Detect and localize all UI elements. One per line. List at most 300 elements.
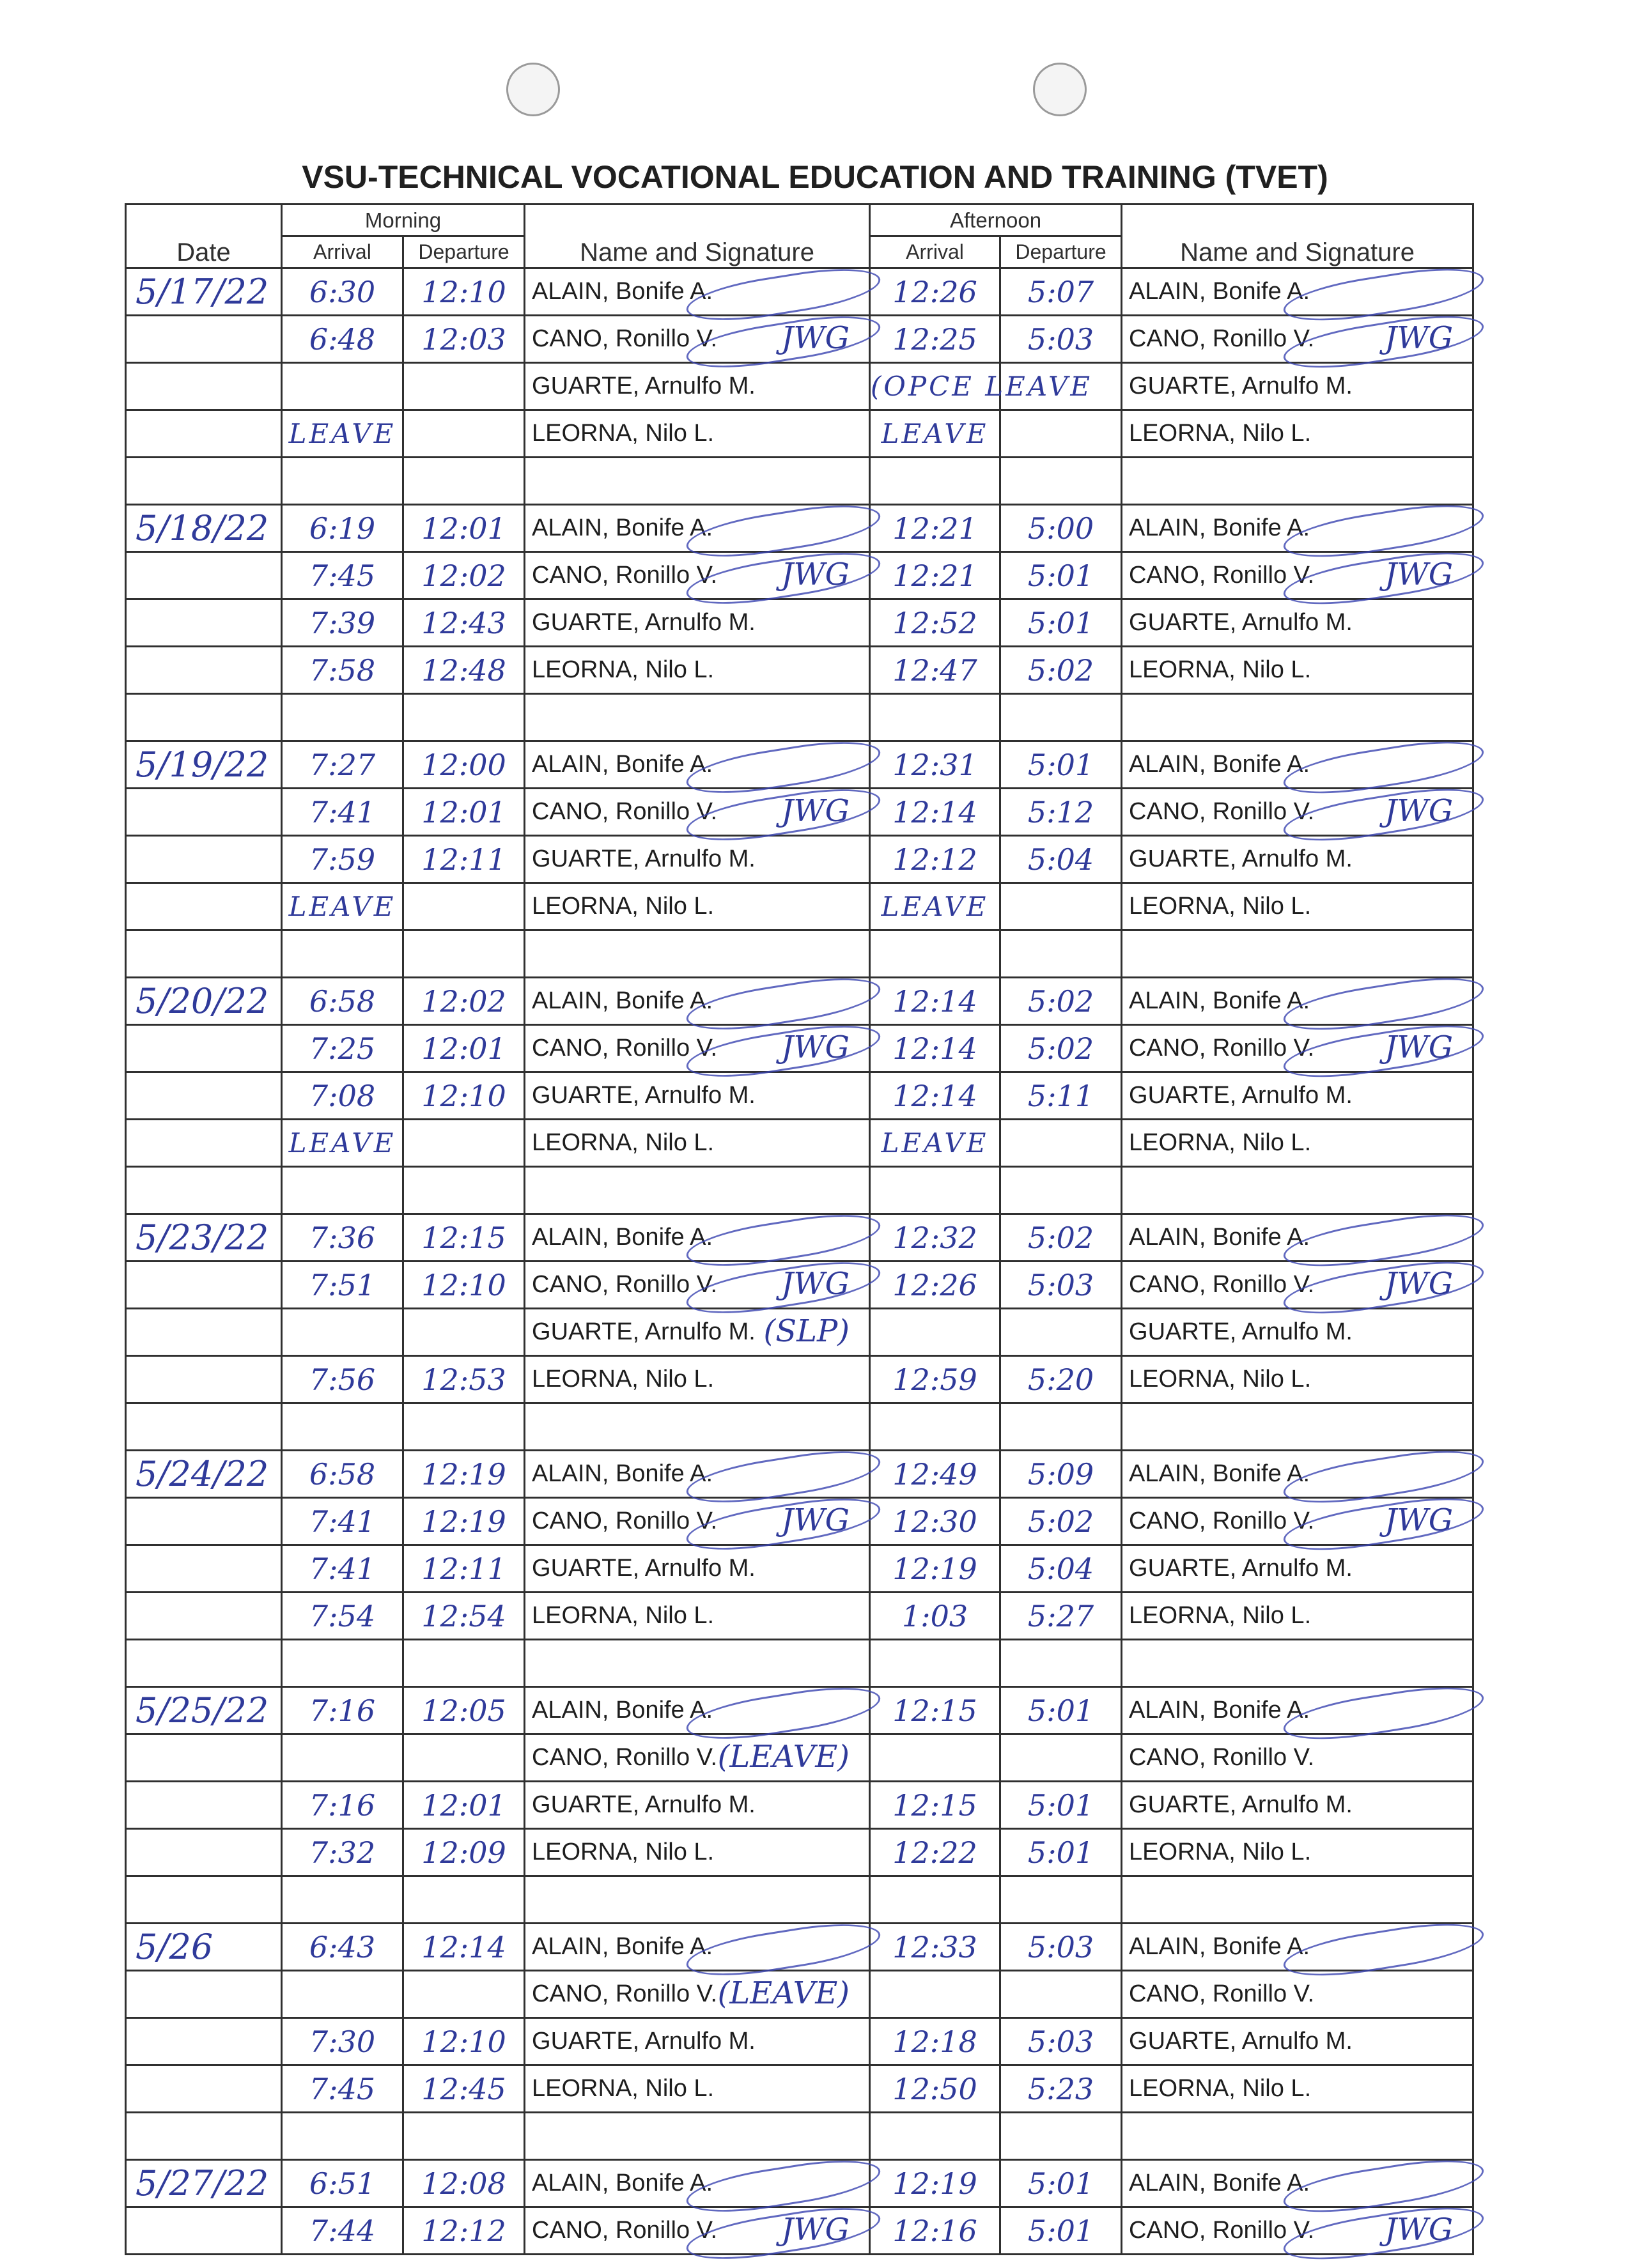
name-text: GUARTE, Arnulfo M. <box>532 373 756 399</box>
morning-departure-cell: 12:03 <box>403 316 525 363</box>
table-row <box>126 316 1473 363</box>
empty-cell <box>126 1403 282 1451</box>
empty-cell <box>282 694 403 741</box>
name-text: LEORNA, Nilo L. <box>532 1366 715 1392</box>
empty-cell <box>282 1640 403 1687</box>
morning-arrival-cell: 7:45 <box>282 552 403 599</box>
handwritten-signature: JWG <box>1385 1502 1454 1538</box>
date-cell <box>126 1356 282 1403</box>
date-cell: 5/26 <box>126 1924 282 1971</box>
empty-cell <box>282 1403 403 1451</box>
empty-cell <box>282 458 403 505</box>
morning-departure-cell: 12:08 <box>403 2160 525 2207</box>
name-signature-header-am: Name and Signature <box>525 204 870 268</box>
empty-cell <box>282 1876 403 1924</box>
empty-cell <box>525 2113 870 2160</box>
empty-cell <box>1000 1167 1122 1214</box>
afternoon-arrival-cell: 12:14 <box>870 1025 1000 1072</box>
afternoon-arrival-cell: 12:15 <box>870 1782 1000 1829</box>
spacer-row <box>126 1640 1473 1687</box>
name-signature-am-cell <box>525 1356 870 1403</box>
afternoon-arrival-cell: 12:15 <box>870 1687 1000 1734</box>
afternoon-arrival-cell: 12:21 <box>870 505 1000 552</box>
empty-cell <box>525 694 870 741</box>
afternoon-departure-cell: 5:00 <box>1000 505 1122 552</box>
name-text: CANO, Ronillo V. <box>1129 1508 1315 1534</box>
name-signature-pm-cell <box>1122 1687 1473 1734</box>
name-signature-pm-cell <box>1122 505 1473 552</box>
name-signature-pm-cell <box>1122 1025 1473 1072</box>
morning-departure-cell: 12:00 <box>403 741 525 789</box>
name-signature-am-cell <box>525 978 870 1025</box>
table-row <box>126 1309 1473 1356</box>
table-row <box>126 2160 1473 2207</box>
afternoon-departure-cell <box>1000 1971 1122 2018</box>
morning-arrival-cell <box>282 1734 403 1782</box>
morning-departure-cell: 12:11 <box>403 836 525 883</box>
morning-arrival-cell: 7:25 <box>282 1025 403 1072</box>
name-signature-pm-cell <box>1122 836 1473 883</box>
name-signature-pm-cell <box>1122 1545 1473 1593</box>
morning-departure-cell: 12:02 <box>403 552 525 599</box>
morning-departure-cell: 12:02 <box>403 978 525 1025</box>
empty-cell <box>403 1876 525 1924</box>
handwritten-signature: JWG <box>1385 2212 1454 2248</box>
table-row <box>126 599 1473 647</box>
morning-arrival-cell: 7:41 <box>282 1545 403 1593</box>
afternoon-departure-cell: 5:01 <box>1000 1687 1122 1734</box>
morning-arrival-cell: 6:58 <box>282 978 403 1025</box>
name-text: GUARTE, Arnulfo M. <box>532 845 756 872</box>
name-text: CANO, Ronillo V. <box>532 798 718 825</box>
name-text: ALAIN, Bonife A. <box>1129 2170 1310 2196</box>
morning-arrival-cell: 7:45 <box>282 2065 403 2113</box>
empty-cell <box>403 1403 525 1451</box>
afternoon-arrival-cell: 12:14 <box>870 1072 1000 1120</box>
handwritten-signature: JWG <box>1385 793 1454 829</box>
name-text: LEORNA, Nilo L. <box>532 1129 715 1156</box>
empty-cell <box>1122 458 1473 505</box>
name-text: CANO, Ronillo V. <box>1129 1271 1315 1298</box>
afternoon-departure-cell <box>1000 1734 1122 1782</box>
date-cell: 5/24/22 <box>126 1451 282 1498</box>
afternoon-arrival-cell <box>870 1734 1000 1782</box>
afternoon-departure-cell: 5:01 <box>1000 741 1122 789</box>
afternoon-header: Afternoon <box>870 204 1122 236</box>
name-signature-am-cell <box>525 1120 870 1167</box>
name-signature-pm-cell <box>1122 1498 1473 1545</box>
name-text: ALAIN, Bonife A. <box>532 514 713 541</box>
name-signature-pm-cell <box>1122 410 1473 458</box>
name-signature-am-cell <box>525 883 870 930</box>
name-text: ALAIN, Bonife A. <box>532 751 713 778</box>
name-signature-pm-cell <box>1122 316 1473 363</box>
name-text: LEORNA, Nilo L. <box>1129 1129 1312 1156</box>
table-row <box>126 410 1473 458</box>
date-cell <box>126 2065 282 2113</box>
afternoon-departure-cell: 5:11 <box>1000 1072 1122 1120</box>
date-cell: 5/23/22 <box>126 1214 282 1261</box>
empty-cell <box>1122 2113 1473 2160</box>
name-signature-am-cell <box>525 1829 870 1876</box>
afternoon-departure-cell: 5:02 <box>1000 1498 1122 1545</box>
empty-cell <box>525 1640 870 1687</box>
afternoon-departure-cell: 5:04 <box>1000 1545 1122 1593</box>
name-signature-pm-cell <box>1122 268 1473 316</box>
afternoon-arrival-cell: 12:16 <box>870 2207 1000 2255</box>
afternoon-departure-cell: 5:09 <box>1000 1451 1122 1498</box>
name-text: LEORNA, Nilo L. <box>532 420 715 447</box>
table-row <box>126 1120 1473 1167</box>
table-row <box>126 1734 1473 1782</box>
table-row <box>126 1593 1473 1640</box>
table-row <box>126 1971 1473 2018</box>
morning-departure-cell <box>403 883 525 930</box>
afternoon-departure-cell: 5:01 <box>1000 2160 1122 2207</box>
name-signature-am-cell <box>525 1971 870 2018</box>
afternoon-departure-cell: 5:03 <box>1000 1261 1122 1309</box>
name-text: GUARTE, Arnulfo M. <box>532 2028 756 2055</box>
date-cell <box>126 410 282 458</box>
table-row <box>126 789 1473 836</box>
table-row <box>126 2018 1473 2065</box>
empty-cell <box>1122 694 1473 741</box>
empty-cell <box>870 2113 1000 2160</box>
name-text: LEORNA, Nilo L. <box>1129 2075 1312 2102</box>
afternoon-departure-cell: 5:02 <box>1000 647 1122 694</box>
empty-cell <box>126 694 282 741</box>
morning-departure-cell <box>403 1120 525 1167</box>
morning-departure-cell: 12:09 <box>403 1829 525 1876</box>
date-cell <box>126 1593 282 1640</box>
table-row <box>126 978 1473 1025</box>
empty-cell <box>126 458 282 505</box>
morning-arrival-cell: 7:41 <box>282 789 403 836</box>
morning-arrival-cell: LEAVE <box>282 410 403 458</box>
afternoon-arrival-cell: (OPCE LEAVE <box>870 363 1000 410</box>
name-text: GUARTE, Arnulfo M. <box>1129 1791 1353 1818</box>
date-cell <box>126 1120 282 1167</box>
handwritten-signature: JWG <box>781 557 850 592</box>
empty-cell <box>1000 1640 1122 1687</box>
punch-hole-right <box>1033 63 1087 116</box>
morning-departure-cell <box>403 1734 525 1782</box>
name-signature-pm-cell <box>1122 2160 1473 2207</box>
empty-cell <box>870 1167 1000 1214</box>
morning-departure-cell: 12:53 <box>403 1356 525 1403</box>
morning-departure-cell: 12:48 <box>403 647 525 694</box>
name-text: ALAIN, Bonife A. <box>1129 987 1310 1014</box>
name-text: CANO, Ronillo V. <box>1129 798 1315 825</box>
name-signature-pm-cell <box>1122 363 1473 410</box>
date-cell <box>126 1829 282 1876</box>
name-text: GUARTE, Arnulfo M. <box>1129 1318 1353 1345</box>
name-text: ALAIN, Bonife A. <box>532 278 713 305</box>
morning-departure-cell: 12:10 <box>403 1261 525 1309</box>
name-signature-am-cell <box>525 1025 870 1072</box>
name-text: LEORNA, Nilo L. <box>1129 1602 1312 1629</box>
empty-cell <box>126 1876 282 1924</box>
afternoon-arrival-cell: 12:19 <box>870 2160 1000 2207</box>
name-text: CANO, Ronillo V. <box>532 562 718 589</box>
date-cell: 5/19/22 <box>126 741 282 789</box>
afternoon-arrival-cell: LEAVE <box>870 883 1000 930</box>
morning-arrival-cell: 7:16 <box>282 1782 403 1829</box>
date-cell <box>126 1971 282 2018</box>
date-cell <box>126 647 282 694</box>
morning-arrival-cell: 7:27 <box>282 741 403 789</box>
name-signature-am-cell <box>525 363 870 410</box>
morning-departure-cell <box>403 1309 525 1356</box>
attendance-table <box>125 203 1474 2255</box>
afternoon-departure-cell: 5:01 <box>1000 552 1122 599</box>
name-text: GUARTE, Arnulfo M. <box>532 1791 756 1818</box>
name-signature-am-cell <box>525 1451 870 1498</box>
name-signature-pm-cell <box>1122 1309 1473 1356</box>
name-signature-pm-cell <box>1122 789 1473 836</box>
afternoon-departure-cell: 5:01 <box>1000 1829 1122 1876</box>
morning-departure-cell: 12:54 <box>403 1593 525 1640</box>
name-signature-am-cell <box>525 836 870 883</box>
empty-cell <box>282 930 403 978</box>
name-text: LEORNA, Nilo L. <box>1129 1366 1312 1392</box>
empty-cell <box>403 458 525 505</box>
empty-cell <box>870 1640 1000 1687</box>
name-signature-pm-cell <box>1122 2018 1473 2065</box>
afternoon-arrival-cell: 12:26 <box>870 268 1000 316</box>
afternoon-departure-cell: 5:12 <box>1000 789 1122 836</box>
name-text: CANO, Ronillo V. <box>532 1035 718 1061</box>
afternoon-arrival-cell <box>870 1971 1000 2018</box>
morning-arrival-cell: 7:16 <box>282 1687 403 1734</box>
name-signature-am-cell <box>525 599 870 647</box>
date-cell <box>126 1782 282 1829</box>
name-signature-header-pm: Name and Signature <box>1122 204 1473 268</box>
handwritten-signature: JWG <box>781 1266 850 1302</box>
date-cell: 5/20/22 <box>126 978 282 1025</box>
morning-departure-cell: 12:01 <box>403 1025 525 1072</box>
afternoon-arrival-cell: 12:47 <box>870 647 1000 694</box>
morning-departure-cell: 12:15 <box>403 1214 525 1261</box>
name-signature-am-cell <box>525 505 870 552</box>
handwritten-signature: (LEAVE) <box>717 1739 850 1775</box>
name-signature-am-cell <box>525 410 870 458</box>
date-cell: 5/18/22 <box>126 505 282 552</box>
empty-cell <box>870 930 1000 978</box>
name-text: ALAIN, Bonife A. <box>1129 278 1310 305</box>
date-cell <box>126 1498 282 1545</box>
empty-cell <box>403 2113 525 2160</box>
handwritten-signature: JWG <box>1385 557 1454 592</box>
name-text: ALAIN, Bonife A. <box>532 1460 713 1487</box>
name-text: ALAIN, Bonife A. <box>532 2170 713 2196</box>
table-row <box>126 836 1473 883</box>
date-cell: 5/25/22 <box>126 1687 282 1734</box>
name-text: CANO, Ronillo V. <box>1129 1035 1315 1061</box>
table-row <box>126 505 1473 552</box>
table-row <box>126 1924 1473 1971</box>
name-signature-pm-cell <box>1122 647 1473 694</box>
afternoon-departure-cell: 5:01 <box>1000 599 1122 647</box>
afternoon-arrival-cell: 12:21 <box>870 552 1000 599</box>
name-text: GUARTE, Arnulfo M. <box>532 1555 756 1582</box>
table-row <box>126 363 1473 410</box>
empty-cell <box>1000 458 1122 505</box>
morning-arrival-cell: 7:58 <box>282 647 403 694</box>
morning-arrival-cell: 7:56 <box>282 1356 403 1403</box>
name-text: ALAIN, Bonife A. <box>1129 1933 1310 1960</box>
morning-departure-cell: 12:01 <box>403 1782 525 1829</box>
name-signature-pm-cell <box>1122 883 1473 930</box>
afternoon-departure-cell: 5:03 <box>1000 2018 1122 2065</box>
date-cell <box>126 789 282 836</box>
name-signature-am-cell <box>525 647 870 694</box>
empty-cell <box>403 1640 525 1687</box>
morning-departure-cell: 12:10 <box>403 1072 525 1120</box>
name-text: CANO, Ronillo V. <box>532 1744 718 1771</box>
empty-cell <box>1122 1876 1473 1924</box>
name-signature-am-cell <box>525 1734 870 1782</box>
empty-cell <box>126 930 282 978</box>
name-signature-pm-cell <box>1122 978 1473 1025</box>
spacer-row <box>126 930 1473 978</box>
name-signature-am-cell <box>525 1924 870 1971</box>
name-signature-am-cell <box>525 1309 870 1356</box>
name-text: CANO, Ronillo V. <box>532 325 718 352</box>
table-row <box>126 1214 1473 1261</box>
morning-arrival-cell: LEAVE <box>282 883 403 930</box>
name-signature-pm-cell <box>1122 1971 1473 2018</box>
name-text: GUARTE, Arnulfo M. <box>1129 845 1353 872</box>
afternoon-arrival-cell: 12:50 <box>870 2065 1000 2113</box>
empty-cell <box>525 1403 870 1451</box>
morning-departure-cell: 12:19 <box>403 1451 525 1498</box>
morning-arrival-cell <box>282 363 403 410</box>
name-text: GUARTE, Arnulfo M. <box>1129 1082 1353 1109</box>
table-row <box>126 1451 1473 1498</box>
name-signature-am-cell <box>525 1545 870 1593</box>
afternoon-departure-cell <box>1000 1309 1122 1356</box>
handwritten-signature: JWG <box>781 793 850 829</box>
table-row <box>126 883 1473 930</box>
afternoon-departure-cell: 5:01 <box>1000 1782 1122 1829</box>
handwritten-signature: JWG <box>1385 1030 1454 1065</box>
morning-header: Morning <box>282 204 525 236</box>
afternoon-departure-header: Departure <box>1000 236 1122 268</box>
name-text: CANO, Ronillo V. <box>1129 1980 1315 2007</box>
table-row <box>126 1356 1473 1403</box>
morning-departure-cell: 12:14 <box>403 1924 525 1971</box>
afternoon-arrival-cell: 12:59 <box>870 1356 1000 1403</box>
name-signature-am-cell <box>525 268 870 316</box>
table-row <box>126 1072 1473 1120</box>
table-row <box>126 1261 1473 1309</box>
afternoon-departure-cell: 5:20 <box>1000 1356 1122 1403</box>
empty-cell <box>1000 694 1122 741</box>
date-cell <box>126 2207 282 2255</box>
name-signature-am-cell <box>525 1498 870 1545</box>
empty-cell <box>1122 1403 1473 1451</box>
empty-cell <box>525 930 870 978</box>
document-title: VSU-TECHNICAL VOCATIONAL EDUCATION AND TRAINING (TVET) <box>302 159 1328 195</box>
name-text: ALAIN, Bonife A. <box>1129 514 1310 541</box>
table-row <box>126 741 1473 789</box>
afternoon-departure-cell <box>1000 1120 1122 1167</box>
name-text: GUARTE, Arnulfo M. <box>532 1318 756 1345</box>
date-header: Date <box>126 204 282 268</box>
morning-arrival-cell: 6:48 <box>282 316 403 363</box>
name-signature-am-cell <box>525 1261 870 1309</box>
morning-arrival-cell: 6:19 <box>282 505 403 552</box>
name-signature-am-cell <box>525 2018 870 2065</box>
afternoon-arrival-cell: 12:26 <box>870 1261 1000 1309</box>
morning-departure-header: Departure <box>403 236 525 268</box>
afternoon-departure-cell: 5:02 <box>1000 1025 1122 1072</box>
empty-cell <box>1122 1640 1473 1687</box>
morning-departure-cell: 12:10 <box>403 2018 525 2065</box>
morning-departure-cell <box>403 410 525 458</box>
empty-cell <box>126 1640 282 1687</box>
date-cell <box>126 1261 282 1309</box>
name-text: LEORNA, Nilo L. <box>1129 893 1312 920</box>
name-text: ALAIN, Bonife A. <box>1129 1697 1310 1724</box>
afternoon-arrival-cell: 12:25 <box>870 316 1000 363</box>
empty-cell <box>1122 930 1473 978</box>
morning-departure-cell: 12:19 <box>403 1498 525 1545</box>
morning-arrival-cell: 6:58 <box>282 1451 403 1498</box>
name-text: LEORNA, Nilo L. <box>532 1602 715 1629</box>
empty-cell <box>870 1876 1000 1924</box>
name-text: GUARTE, Arnulfo M. <box>532 1082 756 1109</box>
afternoon-arrival-cell: 12:49 <box>870 1451 1000 1498</box>
handwritten-signature: (SLP) <box>763 1313 850 1349</box>
afternoon-departure-cell: 5:07 <box>1000 268 1122 316</box>
morning-arrival-cell: 7:30 <box>282 2018 403 2065</box>
afternoon-departure-cell: 5:02 <box>1000 1214 1122 1261</box>
name-signature-pm-cell <box>1122 1924 1473 1971</box>
name-signature-pm-cell <box>1122 1120 1473 1167</box>
name-signature-am-cell <box>525 1214 870 1261</box>
name-text: LEORNA, Nilo L. <box>532 2075 715 2102</box>
morning-departure-cell: 12:10 <box>403 268 525 316</box>
afternoon-arrival-cell <box>870 1309 1000 1356</box>
name-text: CANO, Ronillo V. <box>1129 562 1315 589</box>
morning-departure-cell: 12:45 <box>403 2065 525 2113</box>
morning-arrival-cell: 7:39 <box>282 599 403 647</box>
afternoon-arrival-cell: 12:14 <box>870 789 1000 836</box>
name-text: LEORNA, Nilo L. <box>1129 656 1312 683</box>
name-signature-pm-cell <box>1122 1782 1473 1829</box>
spacer-row <box>126 1876 1473 1924</box>
name-text: CANO, Ronillo V. <box>532 1271 718 1298</box>
name-text: LEORNA, Nilo L. <box>532 893 715 920</box>
name-text: ALAIN, Bonife A. <box>1129 751 1310 778</box>
handwritten-signature: JWG <box>781 1030 850 1065</box>
empty-cell <box>870 458 1000 505</box>
afternoon-arrival-cell: 1:03 <box>870 1593 1000 1640</box>
date-cell <box>126 2018 282 2065</box>
name-signature-pm-cell <box>1122 1451 1473 1498</box>
name-text: CANO, Ronillo V. <box>532 1980 718 2007</box>
empty-cell <box>403 1167 525 1214</box>
table-row <box>126 1782 1473 1829</box>
afternoon-arrival-cell: 12:12 <box>870 836 1000 883</box>
table-row <box>126 1498 1473 1545</box>
afternoon-arrival-cell: 12:30 <box>870 1498 1000 1545</box>
empty-cell <box>1122 1167 1473 1214</box>
name-signature-am-cell <box>525 2160 870 2207</box>
name-text: GUARTE, Arnulfo M. <box>532 609 756 636</box>
